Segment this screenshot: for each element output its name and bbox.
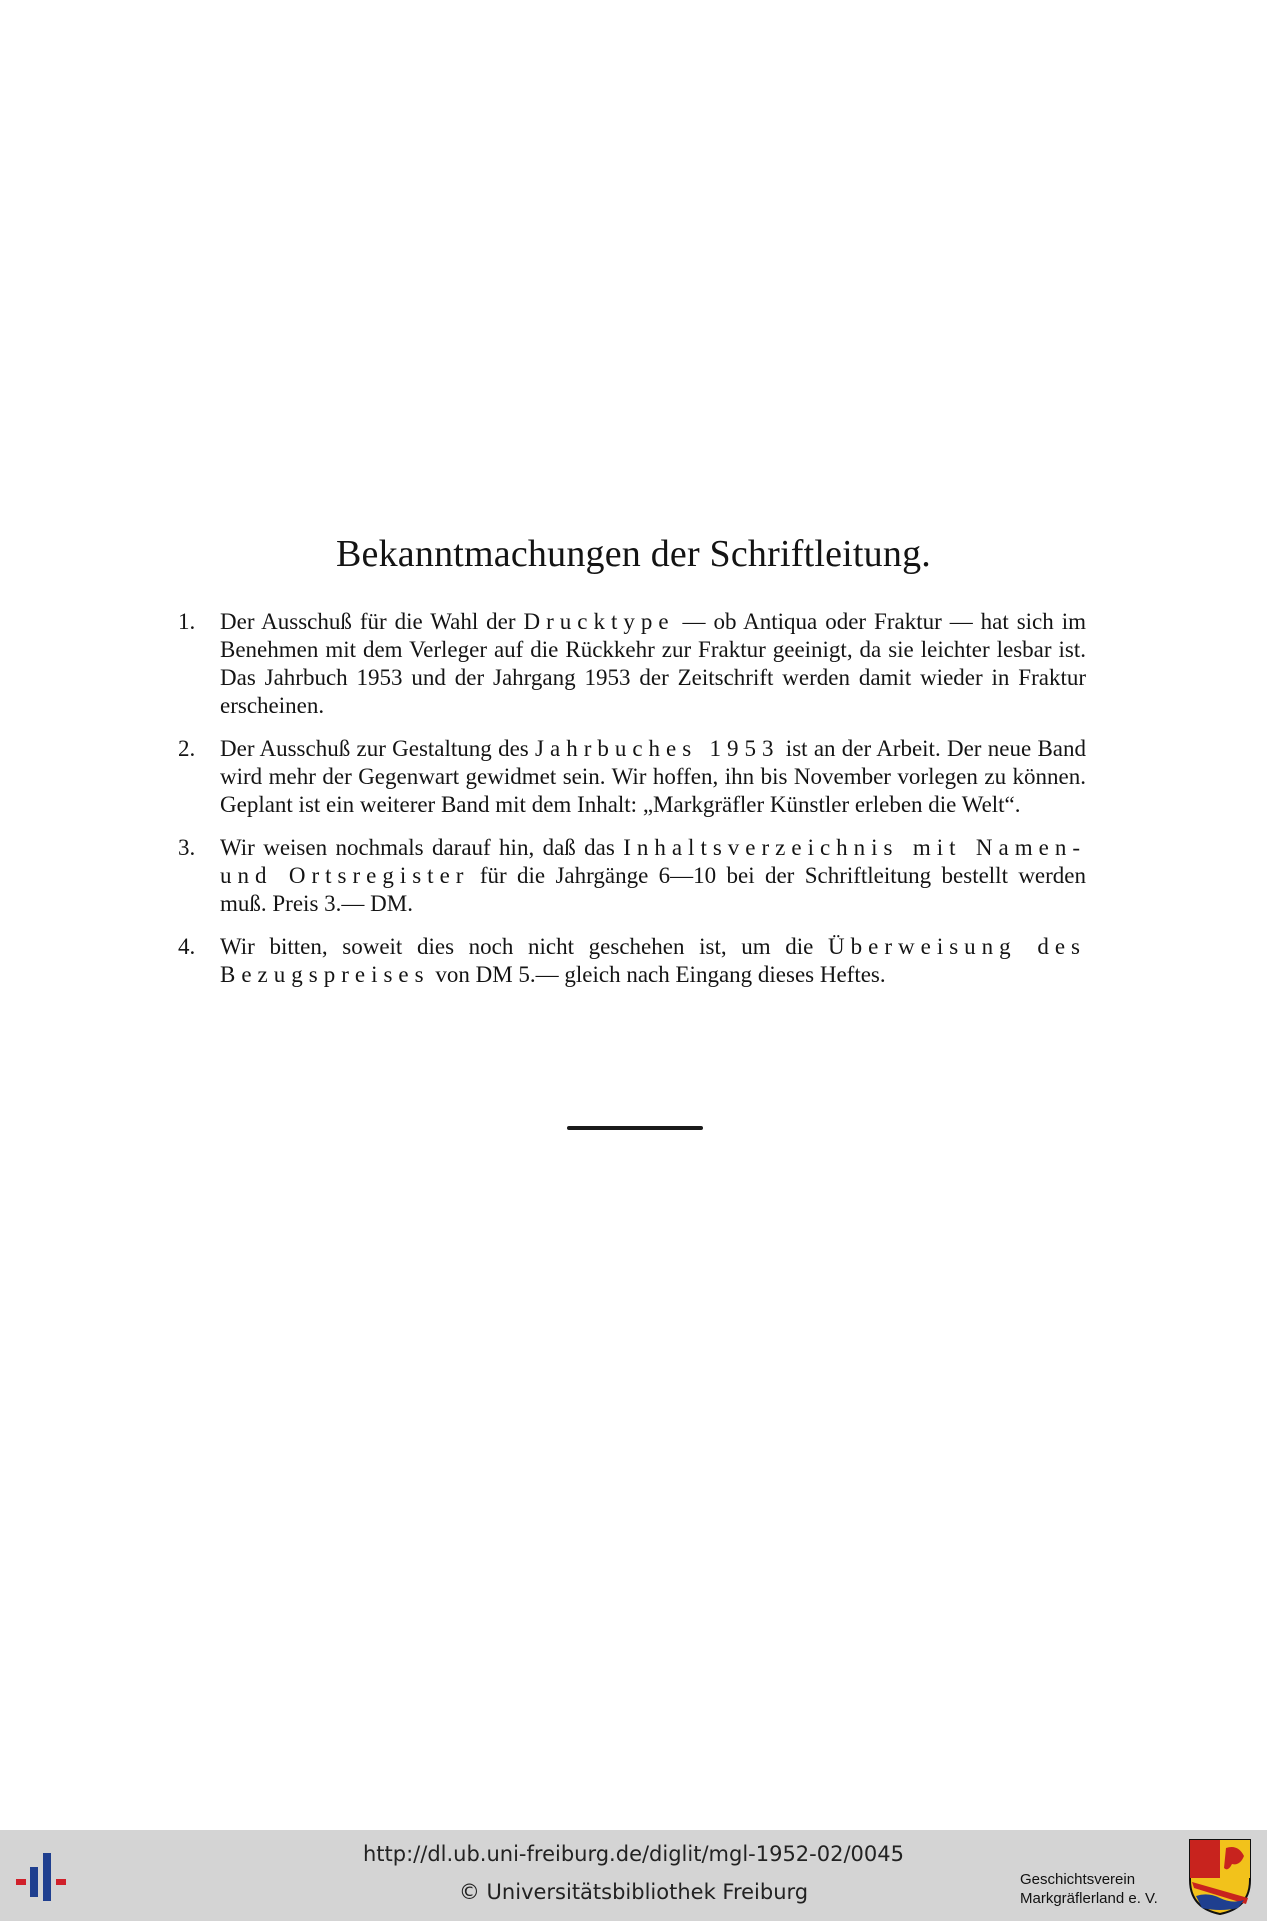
notice-list bbox=[178, 608, 1086, 1004]
notice-number: 4. bbox=[178, 934, 196, 959]
notice-item bbox=[178, 608, 1086, 720]
notice-emphasis: Jahrbuches 1953 bbox=[535, 736, 780, 761]
notice-text: Wir bitten, soweit dies noch nicht geschehen ist, um die bbox=[220, 934, 829, 959]
society-name bbox=[1020, 1870, 1158, 1908]
notice-text: ist an der Arbeit. Der neue Band wird mehr der Gegenwart gewidmet sein. Wir hoffen, ihn bis November vorlegen zu können. Geplant ist ein weiterer Band mit dem Inhalt: „Markgräfler Künstler erleben die Welt“. bbox=[220, 736, 1086, 817]
notice-text: von DM 5.— gleich nach Eingang dieses Heftes. bbox=[429, 962, 886, 987]
notice-emphasis: Drucktype bbox=[523, 609, 675, 634]
notice-item bbox=[178, 735, 1086, 819]
notice-item bbox=[178, 834, 1086, 918]
notice-text: — ob Antiqua oder Fraktur — hat sich im Benehmen mit dem Verleger auf die Rückkehr zur Fraktur geeinigt, da sie leichter lesbar ist. Das Jahrbuch 1953 und der Jahrgang 1953 der Zeitschrift werden damit wieder in Fraktur erscheinen. bbox=[220, 609, 1086, 718]
end-rule bbox=[567, 1126, 703, 1130]
notice-text: Wir weisen nochmals darauf hin, daß das bbox=[220, 835, 624, 860]
notice-number: 2. bbox=[178, 736, 196, 761]
notice-text: Der Ausschuß für die Wahl der bbox=[220, 609, 524, 634]
coat-of-arms-icon[interactable] bbox=[1188, 1838, 1252, 1916]
notice-text: für die Jahrgänge 6—10 bei der Schriftleitung bestellt werden muß. Preis 3.— DM. bbox=[220, 863, 1087, 916]
footer-band bbox=[0, 1830, 1267, 1921]
copyright-text: © Universitätsbibliothek Freiburg bbox=[458, 1880, 809, 1904]
notice-number: 1. bbox=[178, 609, 196, 634]
society-line-1: Geschichtsverein bbox=[1020, 1871, 1136, 1888]
page-title: Bekanntmachungen der Schriftleitung. bbox=[336, 533, 931, 575]
permalink-url[interactable]: http://dl.ub.uni-freiburg.de/diglit/mgl-1952-02/0045 bbox=[362, 1842, 904, 1866]
notice-emphasis: Inhaltsverzeichnis mit Namen- und Ortsregister bbox=[220, 835, 1086, 888]
notice-emphasis: Überweisung des Bezugspreises bbox=[220, 934, 1086, 987]
notice-number: 3. bbox=[178, 835, 196, 860]
notice-text: Der Ausschuß zur Gestaltung des bbox=[220, 736, 536, 761]
society-line-2: Markgräflerland e. V. bbox=[1020, 1890, 1158, 1907]
notice-item bbox=[178, 933, 1086, 989]
